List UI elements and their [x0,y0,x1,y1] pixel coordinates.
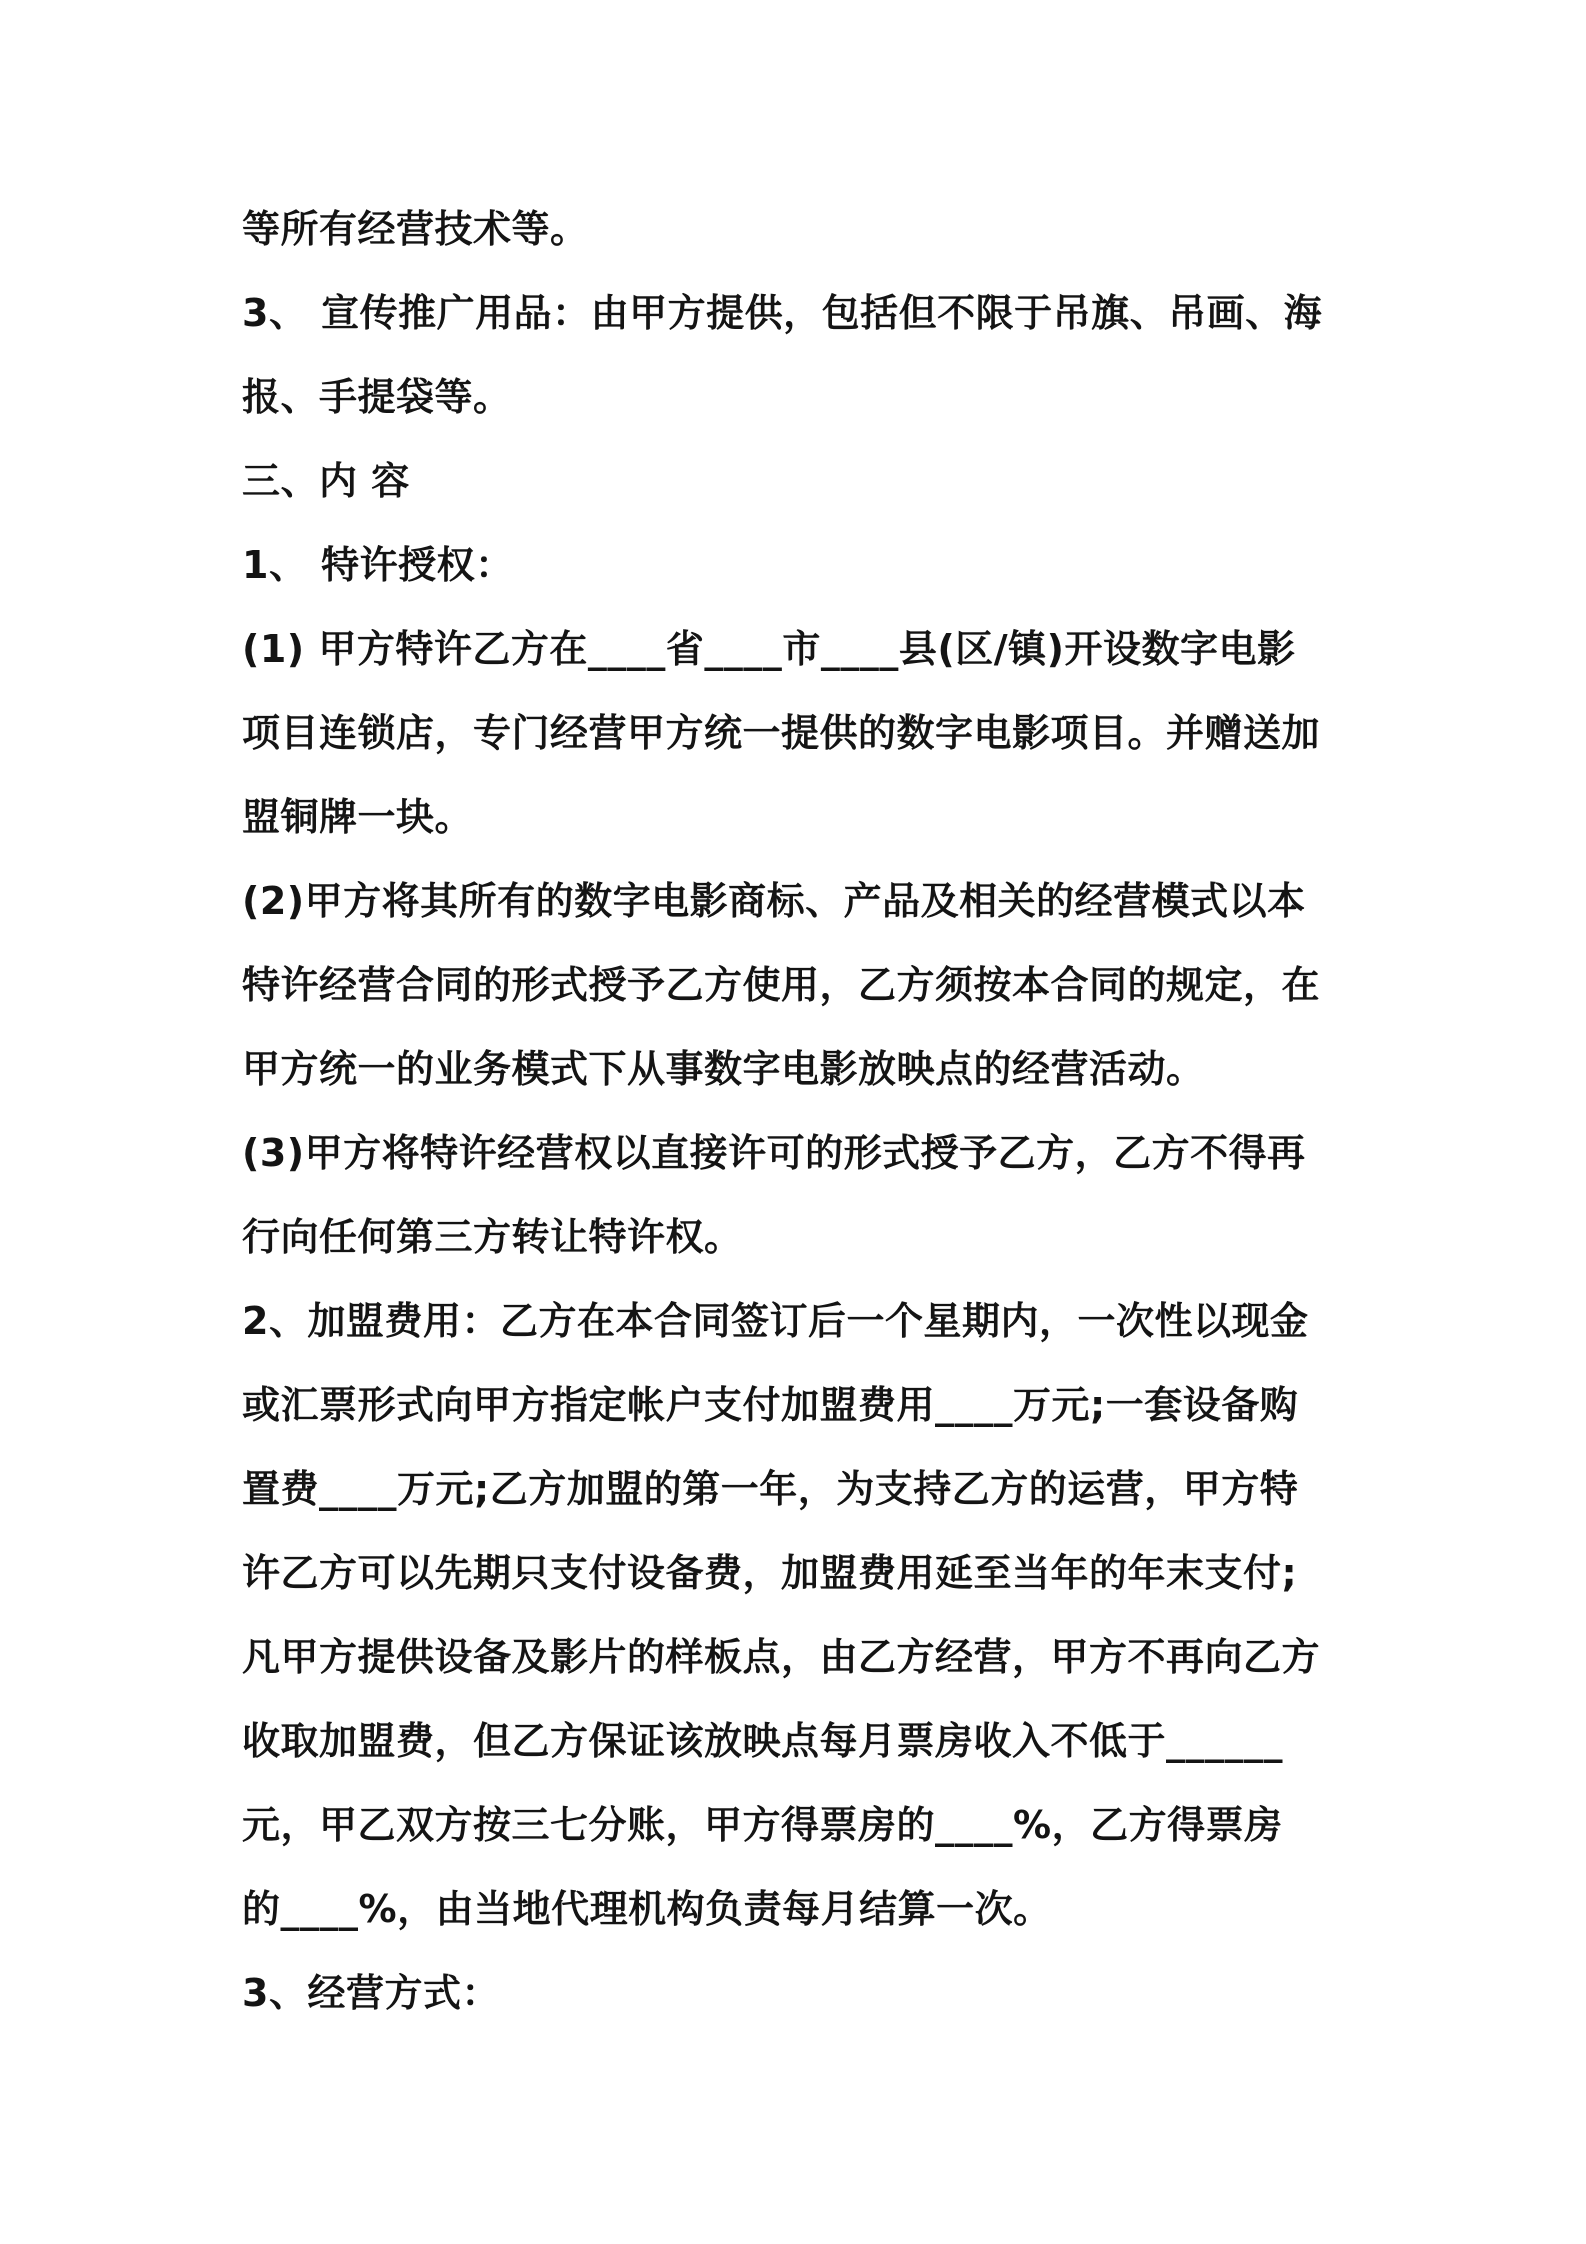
text-line: 或汇票形式向甲方指定帐户支付加盟费用____万元;一套设备购 [242,1383,1299,1427]
text-line: 等所有经营技术等。 [242,207,589,251]
section-heading: 三、内 容 [242,459,410,503]
text-line: 报、手提袋等。 [242,375,512,419]
text-line: 1、 特许授权： [242,543,514,587]
text-line: 3、 宣传推广用品：由甲方提供，包括但不限于吊旗、吊画、海 [242,291,1323,335]
text-line: (3)甲方将特许经营权以直接许可的形式授予乙方，乙方不得再 [242,1131,1306,1175]
text-line: 2、加盟费用：乙方在本合同签订后一个星期内，一次性以现金 [242,1299,1309,1343]
text-line: 收取加盟费，但乙方保证该放映点每月票房收入不低于______ [242,1719,1284,1763]
text-line: 行向任何第三方转让特许权。 [242,1215,743,1259]
text-line: (1) 甲方特许乙方在____省____市____县(区/镇)开设数字电影 [242,627,1296,671]
text-line: 的____%，由当地代理机构负责每月结算一次。 [242,1887,1052,1931]
text-line: 盟铜牌一块。 [242,795,474,839]
text-line: 许乙方可以先期只支付设备费，加盟费用延至当年的年末支付; [242,1551,1298,1595]
text-line: 凡甲方提供设备及影片的样板点，由乙方经营，甲方不再向乙方 [242,1635,1321,1679]
text-line: 3、经营方式： [242,1971,500,2015]
text-line: 特许经营合同的形式授予乙方使用，乙方须按本合同的规定，在 [242,963,1321,1007]
text-line: (2)甲方将其所有的数字电影商标、产品及相关的经营模式以本 [242,879,1306,923]
text-line: 甲方统一的业务模式下从事数字电影放映点的经营活动。 [242,1047,1205,1091]
text-line: 项目连锁店，专门经营甲方统一提供的数字电影项目。并赠送加 [242,711,1321,755]
text-line: 置费____万元;乙方加盟的第一年，为支持乙方的运营，甲方特 [242,1467,1299,1511]
text-line: 元，甲乙双方按三七分账，甲方得票房的____%，乙方得票房 [242,1803,1283,1847]
